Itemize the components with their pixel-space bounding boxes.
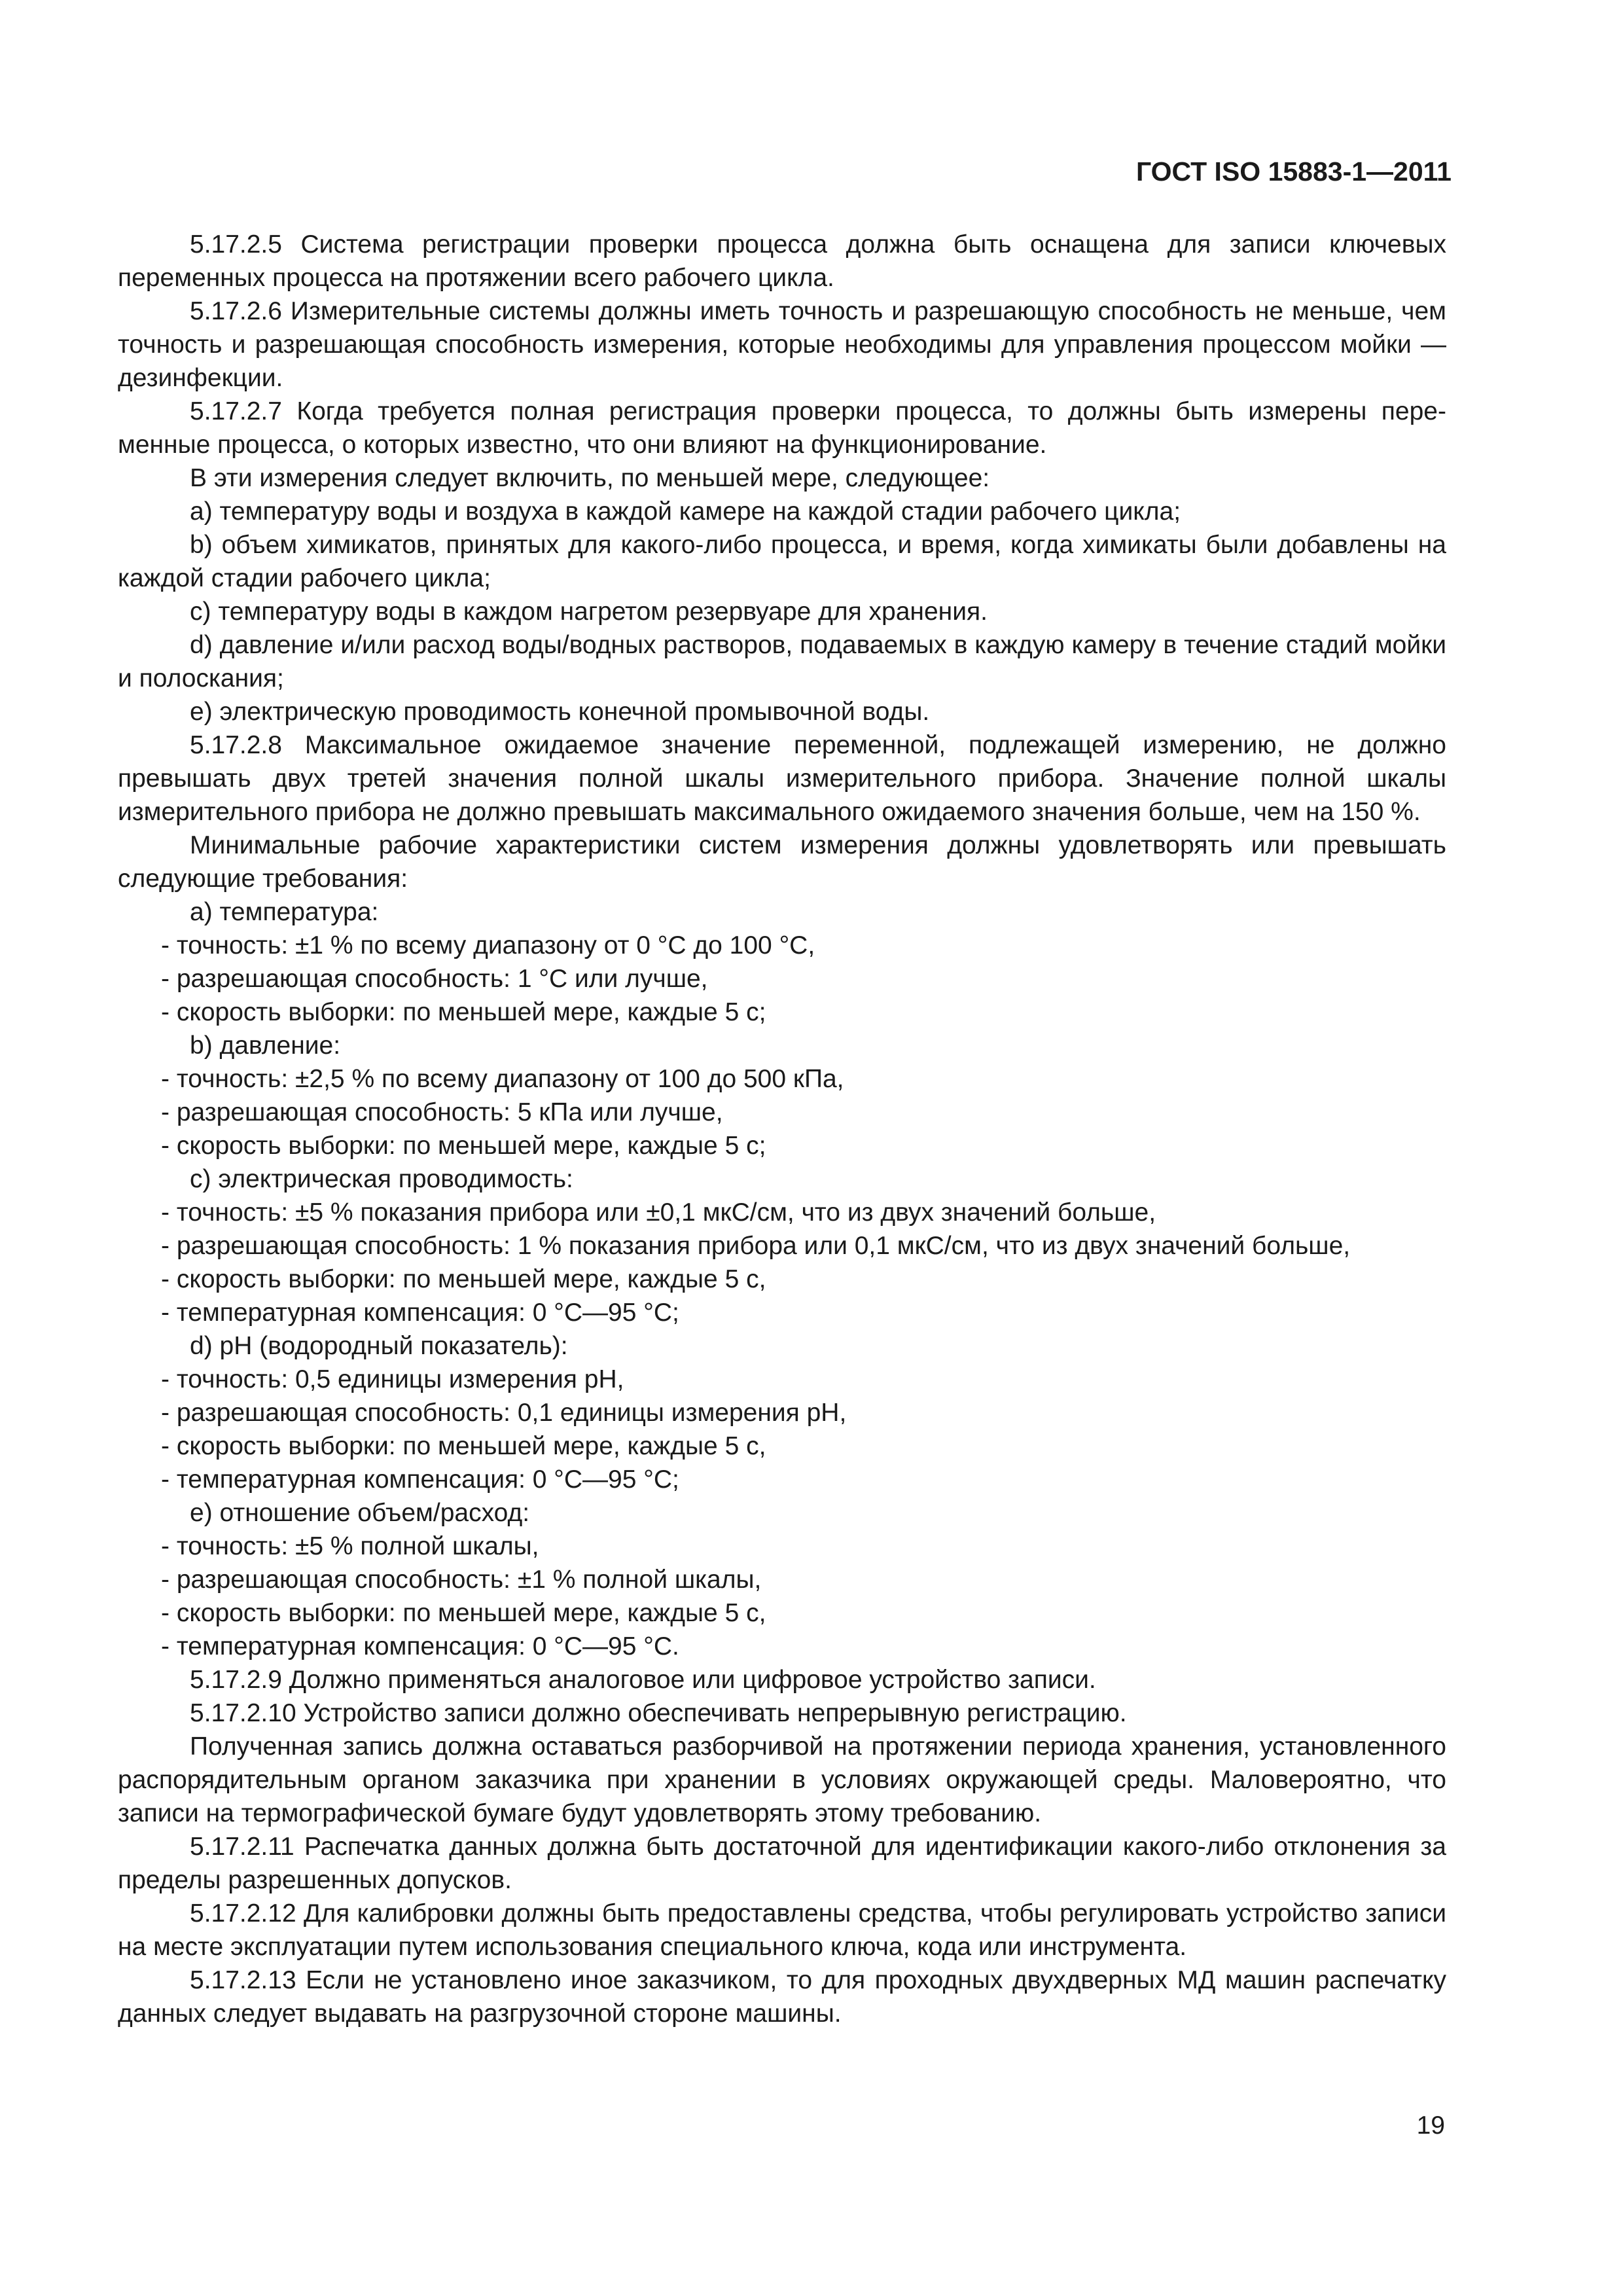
clause-5-17-2-11: 5.17.2.11 Распечатка данных должна быть достаточной для идентификации какого-либо отклонения за пределы разрешенных допусков. <box>118 1833 1446 1894</box>
document-body <box>118 228 1446 2030</box>
clause-5-17-2-10: 5.17.2.10 Устройство записи должно обеспечивать непрерывную регистрацию. <box>190 1699 1127 1727</box>
paragraph-text: Полученная запись должна оставаться разборчивой на протяжении периода хранения, установленного распорядительным органом заказчика при хранении в условиях окружающей среды. Маловероятно, что записи на термографической бумаге будут удовлетворять этому требованию. <box>118 1732 1446 1827</box>
dash-item: - скорость выборки: по меньшей мере, каждые 5 с, <box>118 1596 1446 1630</box>
clause-5-17-2-13: 5.17.2.13 Если не установлено иное заказчиком, то для проходных двухдверных МД машин распечатку данных следует выдавать на разгрузочной стороне машины. <box>118 1966 1446 2028</box>
paragraph-text: В эти измерения следует включить, по меньшей мере, следующее: <box>190 464 990 492</box>
dash-item: - точность: 0,5 единицы измерения pH, <box>118 1363 1446 1396</box>
list-item: d) pH (водородный показатель): <box>190 1332 568 1360</box>
dash-item: - температурная компенсация: 0 °С—95 °С; <box>118 1463 1446 1496</box>
list-item: e) электрическую проводимость конечной промывочной воды. <box>190 698 930 726</box>
dash-item: - разрешающая способность: 1 °С или лучше, <box>118 962 1446 996</box>
paragraph-text: Минимальные рабочие характеристики систем измерения должны удовлетворять или превышать следующие требования: <box>118 831 1446 893</box>
dash-item: - разрешающая способность: 5 кПа или лучше, <box>118 1096 1446 1129</box>
clause-5-17-2-8: 5.17.2.8 Максимальное ожидаемое значение переменной, подлежащей измерению, не должно превышать двух третей значения полной шкалы измерительного прибора. Значение полной шкалы измерительного прибора не должно превышать максимального ожидаемого значения больше, чем на 150 %. <box>118 731 1446 826</box>
list-item: d) давление и/или расход воды/водных растворов, подаваемых в каждую камеру в течение стадий мойки и полоскания; <box>118 631 1446 692</box>
dash-item: - разрешающая способность: 1 % показания прибора или 0,1 мкС/см, что из двух значений больше, <box>118 1229 1446 1263</box>
dash-item: - точность: ±5 % полной шкалы, <box>118 1530 1446 1563</box>
dash-item: - точность: ±2,5 % по всему диапазону от 100 до 500 кПа, <box>118 1062 1446 1096</box>
list-item: a) температуру воды и воздуха в каждой камере на каждой стадии рабочего цикла; <box>190 497 1181 526</box>
dash-item: - скорость выборки: по меньшей мере, каждые 5 с, <box>118 1263 1446 1296</box>
clause-5-17-2-12: 5.17.2.12 Для калибровки должны быть предоставлены средства, чтобы регулировать устройство записи на месте эксплуатации путем использования специального ключа, кода или инструмента. <box>118 1899 1446 1961</box>
list-item: c) температуру воды в каждом нагретом резервуаре для хранения. <box>190 598 988 626</box>
dash-item: - скорость выборки: по меньшей мере, каждые 5 с; <box>118 996 1446 1029</box>
dash-item: - температурная компенсация: 0 °С—95 °С; <box>118 1296 1446 1329</box>
dash-item: - разрешающая способность: ±1 % полной шкалы, <box>118 1563 1446 1596</box>
list-item: e) отношение объем/расход: <box>190 1499 530 1527</box>
clause-5-17-2-6: 5.17.2.6 Измерительные системы должны иметь точность и разрешающую способность не меньше, чем точность и разрешающая способность измерения, которые необходимы для управления процессом мойки — дезинфекции. <box>118 297 1446 392</box>
clause-5-17-2-9: 5.17.2.9 Должно применяться аналоговое или цифровое устройство записи. <box>190 1666 1096 1694</box>
dash-item: - скорость выборки: по меньшей мере, каждые 5 с; <box>118 1129 1446 1162</box>
clause-5-17-2-7: 5.17.2.7 Когда требуется полная регистрация проверки процесса, то должны быть измерены переменные процесса, о которых известно, что они влияют на функционирование. <box>118 397 1446 459</box>
clause-5-17-2-5: 5.17.2.5 Система регистрации проверки процесса должна быть оснащена для записи ключевых переменных процесса на протяжении всего рабочего цикла. <box>118 230 1446 292</box>
list-item: b) давление: <box>190 1031 341 1060</box>
page-number: 19 <box>1416 2111 1445 2140</box>
list-item: c) электрическая проводимость: <box>190 1165 573 1193</box>
list-item: b) объем химикатов, принятых для какого-либо процесса, и время, когда химикаты были добавлены на каждой стадии рабочего цикла; <box>118 531 1446 592</box>
dash-item: - точность: ±1 % по всему диапазону от 0 °С до 100 °С, <box>118 929 1446 962</box>
list-item: a) температура: <box>190 898 379 926</box>
dash-item: - разрешающая способность: 0,1 единицы измерения pH, <box>118 1396 1446 1429</box>
document-header: ГОСТ ISO 15883-1—2011 <box>1135 156 1452 187</box>
dash-item: - точность: ±5 % показания прибора или ±0,1 мкС/см, что из двух значений больше, <box>118 1196 1446 1229</box>
dash-item: - температурная компенсация: 0 °С—95 °С. <box>118 1630 1446 1663</box>
dash-item: - скорость выборки: по меньшей мере, каждые 5 с, <box>118 1429 1446 1463</box>
